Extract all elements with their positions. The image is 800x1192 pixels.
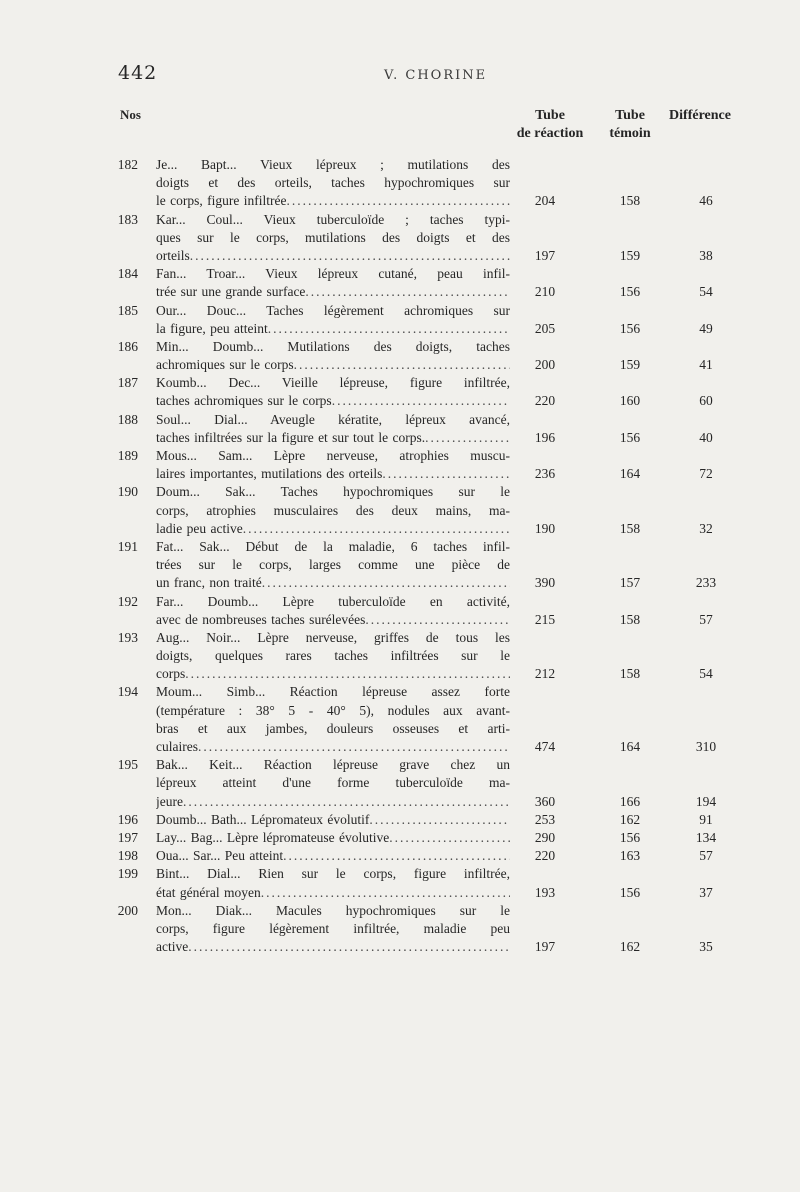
table-row <box>0 829 800 847</box>
tube-temoin-value: 158 <box>619 520 641 536</box>
tube-temoin-value: 156 <box>619 320 641 336</box>
difference-value: 233 <box>695 575 717 591</box>
tube-reaction-value: 220 <box>534 393 556 409</box>
tube-temoin-value: 164 <box>619 466 641 482</box>
description-line: jeure ..... <box>156 793 510 811</box>
page-number: 442 <box>118 62 158 84</box>
tube-reaction-value: 196 <box>534 429 556 445</box>
description-line: Oua... Sar... Peu atteint ..... <box>156 847 510 865</box>
entry-number: 186 <box>117 338 138 354</box>
tube-temoin-value: 156 <box>619 884 641 900</box>
column-header-tube-temoin: Tube témoin <box>609 108 651 141</box>
description-line: Bak... Keit... Réaction lépreuse grave chez un <box>156 757 510 773</box>
entry-number: 193 <box>117 629 138 645</box>
description-line: doigts et des orteils, taches hypochromiques sur <box>156 175 510 191</box>
entry-number: 195 <box>117 757 138 773</box>
table-row <box>0 374 800 410</box>
difference-value: 310 <box>695 739 717 754</box>
tube-reaction-value: 253 <box>534 811 556 827</box>
description-line: culaires ..... <box>156 738 510 756</box>
tube-reaction-value: 390 <box>534 575 556 591</box>
description-line: ques sur le corps, mutilations des doigts et des <box>156 229 510 245</box>
entry-number: 184 <box>117 266 138 282</box>
table-row <box>0 847 800 865</box>
tube-reaction-value: 200 <box>534 357 556 373</box>
table-row <box>0 593 800 629</box>
entry-number: 187 <box>117 375 138 391</box>
entry-number: 200 <box>117 902 138 918</box>
description-line: Min... Doumb... Mutilations des doigts, taches <box>156 338 510 354</box>
entry-number: 192 <box>117 593 138 609</box>
tube-temoin-value: 159 <box>619 247 641 263</box>
description-line: achromiques sur le corps ..... <box>156 356 510 374</box>
tube-temoin-value: 156 <box>619 284 641 300</box>
difference-value: 46 <box>699 193 713 209</box>
description-line: Mon... Diak... Macules hypochromiques sur le <box>156 902 510 918</box>
description-line: trées sur le corps, larges comme une pièce de <box>156 557 510 573</box>
description-line: le corps, figure infiltrée ..... <box>156 192 510 210</box>
tube-temoin-value: 164 <box>619 739 641 754</box>
tube-reaction-value: 210 <box>534 284 556 300</box>
table-row <box>0 302 800 338</box>
description-line: Aug... Noir... Lèpre nerveuse, griffes de tous les <box>156 629 510 645</box>
table-row <box>0 265 800 301</box>
tube-reaction-value: 220 <box>534 848 556 864</box>
table-row <box>0 811 800 829</box>
description-line: un franc, non traité ..... <box>156 574 510 592</box>
entries-table <box>0 156 800 956</box>
table-row <box>0 538 800 593</box>
difference-value: 38 <box>699 247 713 263</box>
tube-temoin-value: 158 <box>619 666 641 682</box>
description-line: avec de nombreuses taches surélevées ..... <box>156 611 510 629</box>
tube-temoin-value: 157 <box>619 575 641 591</box>
table-row <box>0 211 800 266</box>
entry-number: 191 <box>117 538 138 554</box>
entry-number: 197 <box>117 829 138 845</box>
table-row <box>0 447 800 483</box>
table-row <box>0 683 800 756</box>
entry-number: 188 <box>117 411 138 427</box>
difference-value: 40 <box>699 429 713 445</box>
description-line: Kar... Coul... Vieux tuberculoïde ; taches typi- <box>156 211 510 227</box>
tube-temoin-value: 166 <box>619 793 641 809</box>
description-line: Fan... Troar... Vieux lépreux cutané, peau infil- <box>156 266 510 282</box>
tube-reaction-value: 474 <box>534 739 556 754</box>
description-line: état général moyen ..... <box>156 884 510 902</box>
table-row <box>0 338 800 374</box>
description-line: Doum... Sak... Taches hypochromiques sur le <box>156 484 510 500</box>
column-header-difference: Différence <box>669 108 731 123</box>
entry-number: 198 <box>117 848 138 864</box>
description-line: Far... Doumb... Lèpre tuberculoïde en activité, <box>156 593 510 609</box>
description-line: doigts, quelques rares taches infiltrées sur le <box>156 648 510 664</box>
difference-value: 134 <box>695 829 717 845</box>
tube-reaction-value: 204 <box>534 193 556 209</box>
running-head: V. CHORINE <box>384 68 488 83</box>
entry-number: 199 <box>117 866 138 882</box>
tube-temoin-value: 158 <box>619 611 641 627</box>
tube-reaction-value: 212 <box>534 666 556 682</box>
tube-temoin-value: 156 <box>619 829 641 845</box>
tube-reaction-value: 236 <box>534 466 556 482</box>
difference-value: 57 <box>699 611 713 627</box>
difference-value: 91 <box>699 811 713 827</box>
entry-number: 189 <box>117 448 138 463</box>
description-line: trée sur une grande surface ..... <box>156 283 510 301</box>
description-line: (température : 38° 5 - 40° 5), nodules aux avant- <box>156 702 510 718</box>
description-line: la figure, peu atteint ..... <box>156 320 510 338</box>
description-line: orteils ..... <box>156 247 510 265</box>
tube-temoin-value: 160 <box>619 393 641 409</box>
tube-reaction-value: 205 <box>534 320 556 336</box>
table-row <box>0 411 800 447</box>
difference-value: 72 <box>699 466 713 482</box>
entry-number: 194 <box>117 684 138 700</box>
column-header-tube-reaction: Tube de réaction <box>516 108 584 141</box>
description-line: Fat... Sak... Début de la maladie, 6 taches infil- <box>156 538 510 554</box>
entry-number: 190 <box>117 484 138 500</box>
description-line: taches infiltrées sur la figure et sur tout le corps. ..... <box>156 429 510 447</box>
description-line: corps ..... <box>156 665 510 683</box>
difference-value: 35 <box>699 939 713 955</box>
difference-value: 37 <box>699 884 713 900</box>
table-row <box>0 756 800 811</box>
description-line: corps, figure légèrement infiltrée, maladie peu <box>156 920 510 936</box>
tube-reaction-value: 193 <box>534 884 556 900</box>
description-line: Our... Douc... Taches légèrement achromiques sur <box>156 302 510 318</box>
table-row <box>0 902 800 957</box>
tube-reaction-value: 197 <box>534 247 556 263</box>
entry-number: 196 <box>117 811 138 827</box>
tube-temoin-value: 162 <box>619 811 641 827</box>
description-line: corps, atrophies musculaires des deux mains, ma- <box>156 502 510 518</box>
description-line: taches achromiques sur le corps ..... <box>156 392 510 410</box>
column-header-nos: Nos <box>120 107 141 122</box>
description-line: lépreux atteint d'une forme tuberculoïde ma- <box>156 775 510 791</box>
tube-reaction-value: 197 <box>534 939 556 955</box>
tube-reaction-value: 215 <box>534 611 556 627</box>
difference-value: 54 <box>699 284 713 300</box>
entry-number: 183 <box>117 211 138 227</box>
difference-value: 60 <box>699 393 713 409</box>
difference-value: 57 <box>699 848 713 864</box>
description-line: ladie peu active ..... <box>156 520 510 538</box>
description-line: Bint... Dial... Rien sur le corps, figure infiltrée, <box>156 866 510 882</box>
description-line: Soul... Dial... Aveugle kératite, lépreux avancé, <box>156 411 510 427</box>
tube-reaction-value: 360 <box>534 793 556 809</box>
tube-temoin-value: 158 <box>619 193 641 209</box>
description-line: Moum... Simb... Réaction lépreuse assez forte <box>156 684 510 700</box>
description-line: Koumb... Dec... Vieille lépreuse, figure infiltrée, <box>156 375 510 391</box>
difference-value: 49 <box>699 320 713 336</box>
difference-value: 54 <box>699 666 713 682</box>
tube-reaction-value: 290 <box>534 829 556 845</box>
table-row <box>0 483 800 538</box>
entry-number: 185 <box>117 302 138 318</box>
difference-value: 32 <box>699 520 713 536</box>
table-row <box>0 629 800 684</box>
description-line: Lay... Bag... Lèpre lépromateuse évolutive ..... <box>156 829 510 847</box>
tube-reaction-value: 190 <box>534 520 556 536</box>
tube-temoin-value: 156 <box>619 429 641 445</box>
tube-temoin-value: 162 <box>619 939 641 955</box>
table-row <box>0 865 800 901</box>
tube-temoin-value: 159 <box>619 357 641 373</box>
table-row <box>0 156 800 211</box>
description-line: Je... Bapt... Vieux lépreux ; mutilations des <box>156 157 510 172</box>
difference-value: 41 <box>699 357 713 373</box>
description-line: laires importantes, mutilations des orteils ..... <box>156 465 510 483</box>
entry-number: 182 <box>117 157 138 172</box>
description-line: bras et aux jambes, douleurs osseuses et arti- <box>156 720 510 736</box>
tube-temoin-value: 163 <box>619 848 641 864</box>
description-line: active ..... <box>156 938 510 956</box>
description-line: Mous... Sam... Lèpre nerveuse, atrophies muscu- <box>156 448 510 463</box>
difference-value: 194 <box>695 793 717 809</box>
description-line: Doumb... Bath... Lépromateux évolutif ..... <box>156 811 510 829</box>
